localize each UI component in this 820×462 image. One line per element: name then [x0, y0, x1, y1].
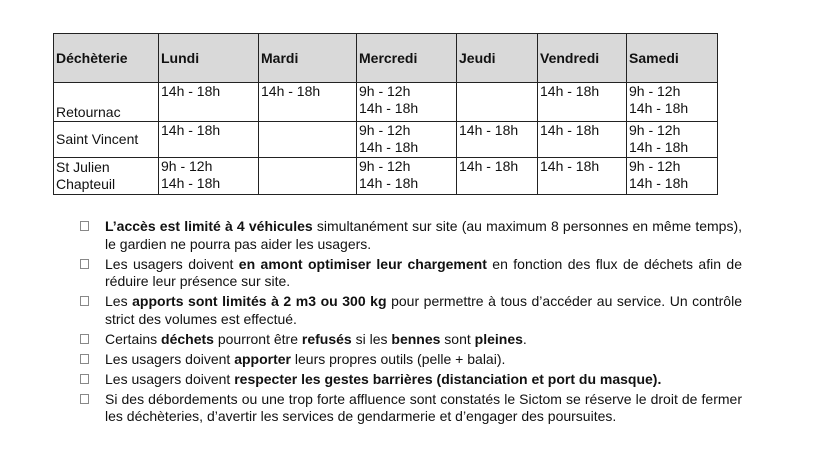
hours-cell: [259, 158, 357, 195]
hours-cell: [159, 158, 259, 195]
time-slot: 9h - 12h: [629, 83, 681, 99]
hours-cell: [159, 83, 259, 122]
table-row: [54, 158, 718, 195]
site-name: Saint Vincent: [56, 131, 139, 147]
time-slot: 14h - 18h: [261, 83, 321, 99]
header-mercredi: Mercredi: [357, 34, 457, 83]
table-row: [54, 122, 718, 158]
hours-cell: [627, 122, 718, 158]
hours-cell: [538, 158, 627, 195]
site-name: St Julien: [56, 159, 110, 175]
checkbox-bullet-icon: [80, 354, 89, 364]
checkbox-bullet-icon: [80, 374, 89, 384]
time-slot: 14h - 18h: [540, 158, 600, 174]
rule-emphasis: déchets: [161, 330, 214, 347]
time-slot: 14h - 18h: [161, 83, 221, 99]
hours-cell: [538, 122, 627, 158]
rule-text: Les usagers doivent: [105, 350, 235, 367]
hours-cell: [457, 158, 538, 195]
rules-list: [80, 218, 742, 428]
rule-text: leurs propres outils (pelle + balai).: [291, 350, 506, 367]
hours-cell: [627, 83, 718, 122]
header-vendredi: Vendredi: [538, 34, 627, 83]
site-name: Retournac: [56, 104, 121, 120]
header-jeudi: Jeudi: [457, 34, 538, 83]
hours-cell: [538, 83, 627, 122]
hours-cell: [457, 122, 538, 158]
time-slot: 14h - 18h: [629, 100, 689, 116]
time-slot: 9h - 12h: [161, 158, 213, 174]
site-name-cell: [54, 122, 159, 158]
time-slot: 14h - 18h: [629, 175, 689, 191]
checkbox-bullet-icon: [80, 259, 89, 269]
time-slot: 14h - 18h: [359, 100, 419, 116]
time-slot: 9h - 12h: [359, 158, 411, 174]
rule-emphasis: en amont optimiser leur chargement: [238, 255, 487, 272]
checkbox-bullet-icon: [80, 221, 89, 231]
rule-emphasis: apports sont limités à 2 m3 ou 300 kg: [132, 293, 387, 309]
rule-text: Si des débordements ou une trop forte affluence sont constatés le Sictom se réserve le droit de fermer les déchèteries, d’avertir les services de gendarmerie et d’engager des poursuites.: [105, 390, 742, 424]
rule-item: [80, 351, 742, 369]
time-slot: 14h - 18h: [359, 139, 419, 155]
header-lundi: Lundi: [159, 34, 259, 83]
rule-item: [80, 331, 742, 349]
rule-item: [80, 256, 742, 291]
hours-cell: [627, 158, 718, 195]
time-slot: 9h - 12h: [359, 122, 411, 138]
table-row: [54, 83, 718, 122]
rule-emphasis: pleines: [474, 330, 523, 347]
rule-item: [80, 371, 742, 389]
hours-cell: [357, 122, 457, 158]
rule-item: [80, 218, 742, 253]
checkbox-bullet-icon: [80, 394, 89, 404]
site-name: Chapteuil: [56, 176, 116, 192]
rule-item: [80, 391, 742, 426]
hours-cell: [357, 83, 457, 122]
table-header-row: [54, 34, 718, 83]
rule-text: .: [522, 330, 527, 347]
rule-text: Certains: [105, 330, 162, 347]
rule-emphasis: respecter les gestes barrières (distanciation et port du masque).: [234, 370, 662, 387]
hours-cell: [357, 158, 457, 195]
rule-text: Les usagers doivent: [105, 370, 235, 387]
rule-item: [80, 293, 742, 328]
schedule-table: [53, 33, 718, 195]
rule-text: pour permettre à tous d’accéder au service. Un contrôle strict des volumes est effectué.: [105, 293, 742, 327]
hours-cell: [259, 83, 357, 122]
header-dechetterie: Déchèterie: [54, 34, 159, 83]
checkbox-bullet-icon: [80, 334, 89, 344]
time-slot: 14h - 18h: [459, 158, 519, 174]
time-slot: 14h - 18h: [161, 122, 221, 138]
rule-text: Les: [105, 293, 133, 309]
hours-cell: [159, 122, 259, 158]
rule-emphasis: refusés: [301, 330, 352, 347]
time-slot: 9h - 12h: [629, 122, 681, 138]
rule-text: sont: [440, 330, 475, 347]
time-slot: 14h - 18h: [629, 139, 689, 155]
rule-emphasis: apporter: [234, 350, 291, 367]
rule-text: en fonction des flux de déchets afin de réduire leur présence sur site.: [105, 255, 742, 289]
site-name-cell: [54, 83, 159, 122]
rule-text: pourront être: [213, 330, 302, 347]
header-samedi: Samedi: [627, 34, 718, 83]
hours-cell: [259, 122, 357, 158]
rule-emphasis: L’accès est limité à 4 véhicules: [105, 218, 313, 234]
time-slot: 14h - 18h: [540, 83, 600, 99]
time-slot: 9h - 12h: [629, 158, 681, 174]
time-slot: 14h - 18h: [359, 175, 419, 191]
time-slot: 14h - 18h: [161, 175, 221, 191]
checkbox-bullet-icon: [80, 296, 89, 306]
hours-cell: [457, 83, 538, 122]
site-name-cell: [54, 158, 159, 195]
rule-text: si les: [351, 330, 392, 347]
rule-emphasis: bennes: [391, 330, 441, 347]
time-slot: 14h - 18h: [459, 122, 519, 138]
rule-text: Les usagers doivent: [105, 255, 239, 272]
time-slot: 14h - 18h: [540, 122, 600, 138]
rule-text: simultanément sur site (au maximum 8 personnes en même temps), le gardien ne pourra pas aider les usagers.: [105, 218, 743, 252]
time-slot: 9h - 12h: [359, 83, 411, 99]
header-mardi: Mardi: [259, 34, 357, 83]
